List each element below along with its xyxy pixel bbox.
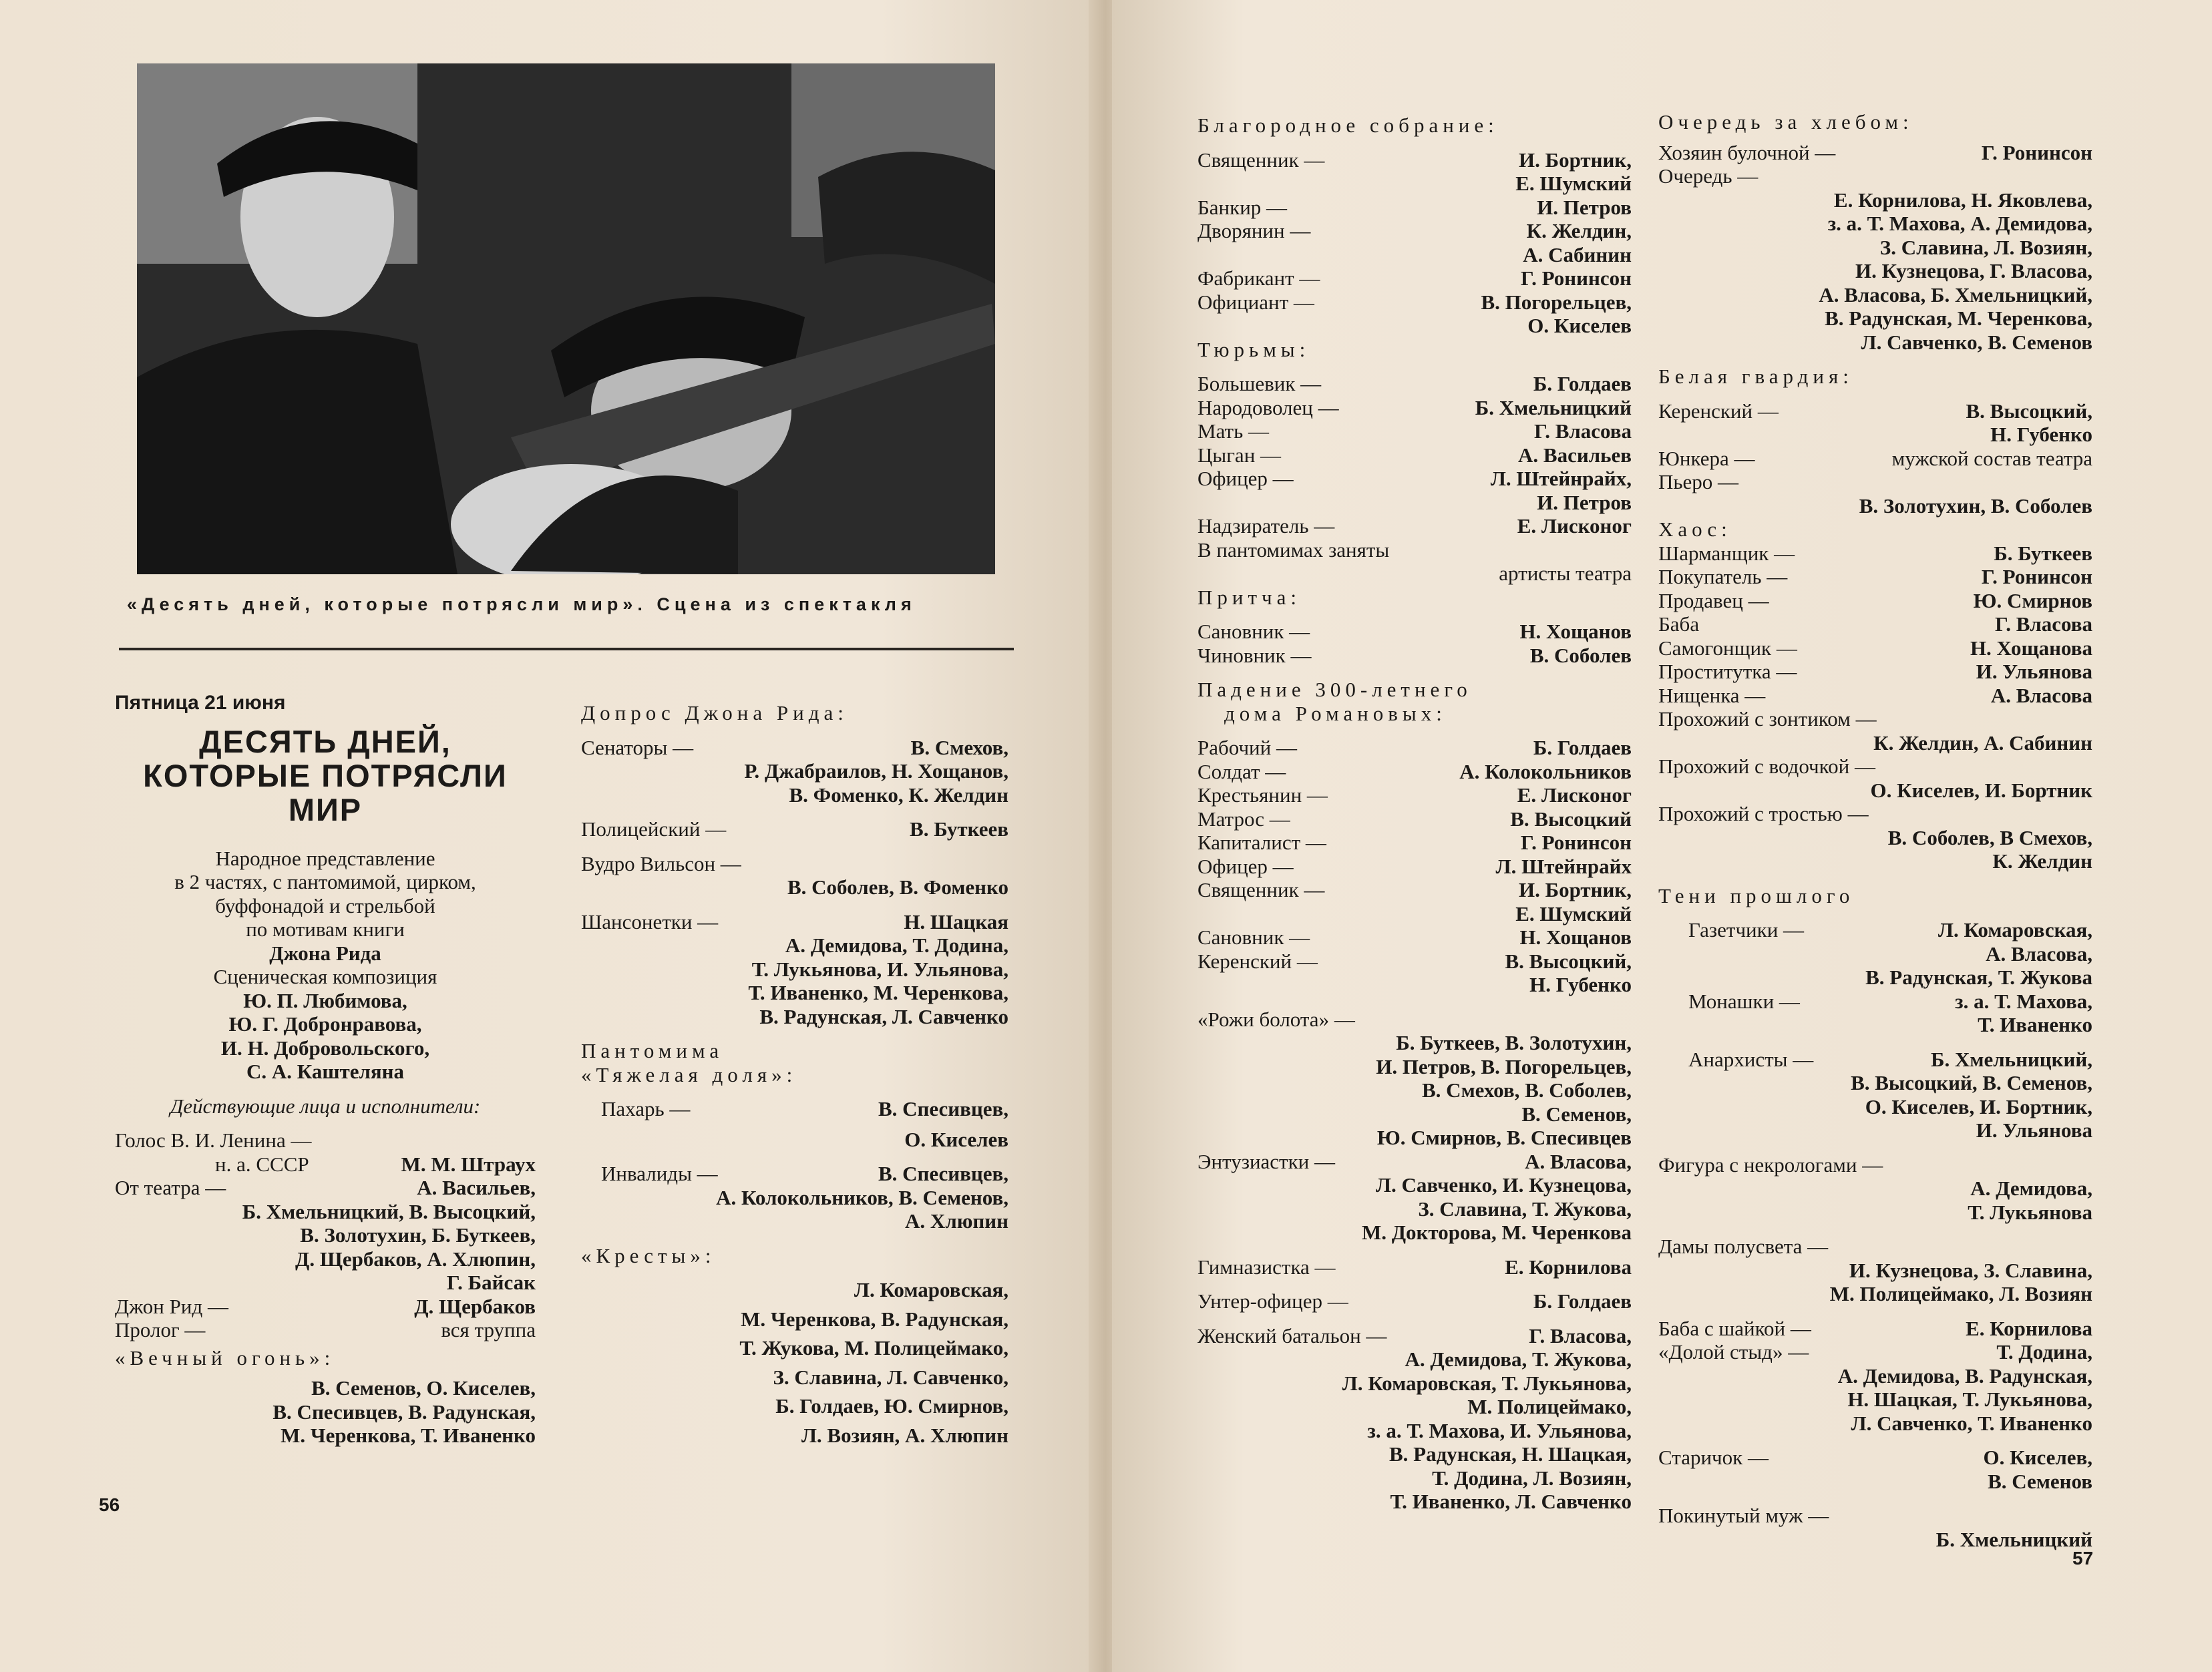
lenin-credit [115, 1153, 536, 1177]
actor-name: В. Семенов, О. Киселев, [311, 1376, 536, 1400]
actor-name: Ю. Смирнов [1973, 588, 2092, 612]
newsboys-credit [1658, 918, 2092, 942]
actor-name: з. а. Т. Махова, А. Демидова, [1827, 212, 2092, 235]
role-name: Мать — [1197, 419, 1269, 443]
pantomime-note: артисты театра [1499, 562, 1632, 585]
role-name: Офицер — [1197, 467, 1294, 490]
role-credit [1197, 620, 1632, 644]
role-credit [1197, 266, 1632, 290]
role-name: Священник — [1197, 878, 1325, 901]
role-name: Газетчики — [1688, 918, 1805, 942]
shadows-heading: Тени прошлого [1658, 883, 1855, 907]
reed-actor: Д. Щербаков [414, 1294, 536, 1318]
actor-name: Е. Корнилова [1966, 1316, 2092, 1340]
actor-name: К. Желдин, А. Сабинин [1873, 730, 2092, 755]
actor-name: М. Черенкова, Т. Иваненко [281, 1424, 536, 1447]
role-name: Самогонщик — [1658, 636, 1797, 660]
actor-name: Л. Савченко, Т. Иваненко [1851, 1411, 2092, 1435]
actor-name: А. Власова [1990, 683, 2092, 707]
role-name: Юнкера — [1658, 446, 1755, 470]
interrogation-heading: Допрос Джона Рида: [581, 701, 848, 724]
actor-name: О. Киселев [904, 1127, 1008, 1151]
cast-heading: Действующие лица и исполнители: [170, 1094, 481, 1118]
actor-name: Н. Губенко [1990, 423, 2092, 446]
ploughman-role: Пахарь — [601, 1097, 691, 1120]
actor-name: Н. Губенко [1529, 973, 1632, 996]
role-credit [1197, 736, 1632, 760]
actor-name: Б. Голдаев [1533, 1289, 1632, 1313]
actor-name: Л. Комаровская, [1938, 918, 2092, 942]
policeman-credit [581, 817, 1008, 841]
composition-author: Ю. Г. Добронравова, [228, 1012, 422, 1036]
actor-name: Б. Хмельницкий [1475, 395, 1632, 419]
role-name: Гимназистка — [1197, 1255, 1336, 1279]
book-author: Джона Рида [269, 941, 381, 965]
parable-heading: Притча: [1197, 585, 1301, 609]
role-name: Офицер — [1197, 854, 1294, 878]
actor-name: И. Петров, В. Погорельцев, [1376, 1054, 1632, 1078]
actor-name: Е. Шумский [1515, 172, 1632, 195]
wilson-actors: В. Соболев, В. Фоменко [787, 875, 1008, 899]
actor-name: И. Кузнецова, З. Славина, [1849, 1258, 2092, 1282]
actor-name: О. Киселев, [1983, 1446, 2092, 1469]
actor-name: М. Черенкова, В. Радунская, [741, 1307, 1008, 1331]
title-line: КОТОРЫЕ ПОТРЯСЛИ [143, 757, 508, 793]
role-name: Проститутка — [1658, 660, 1797, 683]
actor-name: Н. Хощанова [1970, 636, 2092, 660]
basin-credit [1658, 1317, 2092, 1341]
composition-author: Ю. П. Любимова, [243, 988, 407, 1012]
actor-name: Б. Голдаев [1533, 372, 1632, 395]
actor-name: А. Власова, [1986, 942, 2092, 966]
actor-name: Л. Комаровская, [854, 1278, 1008, 1301]
senators-role: Сенаторы — [581, 735, 694, 759]
actor-name: В. Фоменко, К. Желдин [789, 783, 1008, 807]
actor-name: В. Высоцкий, В. Семенов, [1851, 1071, 2092, 1094]
actor-name: В. Радунская, Т. Жукова [1865, 966, 2092, 989]
policeman-actor: В. Буткеев [910, 817, 1008, 841]
actor-name: В. Спесивцев, В. Радунская, [272, 1400, 536, 1424]
actor-name: Е. Лисконог [1517, 514, 1632, 538]
actor-name: В. Смехов, [910, 735, 1008, 759]
actor-name: В. Высоцкий [1510, 807, 1632, 831]
role-name: Сановник — [1197, 925, 1310, 949]
actor-name: З. Славина, Л. Савченко, [773, 1365, 1008, 1389]
actor-name: В. Соболев [1529, 643, 1632, 667]
bread-heading: Очередь за хлебом: [1658, 110, 1913, 134]
role-name: Покупатель — [1658, 565, 1788, 588]
actor-name: И. Ульянова [1976, 660, 2092, 683]
actor-name: В. Соболев, В Смехов, [1887, 825, 2092, 849]
lenin-actor: М. М. Штраух [401, 1152, 536, 1176]
role-name: Монашки — [1688, 989, 1800, 1013]
anarchists-credit [1658, 1048, 2092, 1072]
pierrot-role: Пьеро — [1658, 470, 1739, 493]
actor-name: К. Желдин, [1526, 219, 1632, 242]
pantomime-note: В пантомимах заняты [1197, 538, 1390, 562]
role-credit [1197, 760, 1632, 784]
role-name: Официант — [1197, 290, 1314, 314]
role-credit [1197, 290, 1632, 315]
actor-name: мужской состав театра [1891, 446, 2092, 470]
actor-name: А. Хлюпин [905, 1209, 1008, 1233]
actor-name: Л. Штейнрайх [1495, 854, 1632, 878]
prologue-credit [115, 1318, 536, 1342]
role-name: Народоволец — [1197, 395, 1339, 419]
junkers-credit [1658, 447, 2092, 471]
chansonettes-role: Шансонетки — [581, 909, 719, 933]
play-title [115, 724, 536, 827]
role-name: Крестьянин — [1197, 783, 1328, 807]
role-credit [1197, 419, 1632, 443]
play-description [115, 847, 536, 1084]
actor-name: В. Радунская, Н. Шацкая, [1389, 1442, 1632, 1466]
role-credit [1197, 925, 1632, 950]
role-credit [1658, 565, 2092, 589]
role-credit [1658, 636, 2092, 660]
actor-name: З. Славина, Т. Жукова, [1418, 1197, 1632, 1221]
theatre-credit [115, 1176, 536, 1200]
actor-name: А. Колокольников, В. Семенов, [716, 1185, 1008, 1209]
actor-name: И. Бортник, [1518, 148, 1632, 172]
actor-name: Т. Додина, Л. Возиян, [1432, 1466, 1632, 1490]
role-credit [1658, 589, 2092, 613]
swamp-heading: «Рожи болота» — [1197, 1007, 1355, 1031]
actor-name: Т. Жукова, М. Полицеймако, [739, 1336, 1008, 1360]
actor-name: И. Кузнецова, Г. Власова, [1855, 259, 2092, 282]
chansonettes-credit [581, 910, 1008, 934]
description-line: по мотивам книги [246, 917, 405, 941]
invalids-role: Инвалиды — [601, 1162, 718, 1185]
role-credit [1197, 148, 1632, 172]
actor-name: Л. Возиян, А. Хлюпин [801, 1423, 1008, 1447]
senators-credit [581, 736, 1008, 760]
actor-name: А. Васильев, [417, 1176, 536, 1199]
role-credit [1197, 783, 1632, 807]
role-name: Баба с шайкой — [1658, 1316, 1811, 1340]
actor-name: Т. Лукьянова, И. Ульянова, [751, 957, 1008, 981]
actor-name: Г. Власова [1533, 419, 1632, 443]
actor-name: Е. Корнилова, Н. Яковлева, [1833, 188, 2092, 212]
schoolgirl-credit [1197, 1255, 1632, 1279]
role-name: Хозяин булочной — [1658, 140, 1836, 164]
actor-name: В. Золотухин, Б. Буткеев, [300, 1223, 536, 1247]
actor-name: В. Высоцкий, [1966, 399, 2092, 423]
role-name: Солдат — [1197, 759, 1286, 783]
role-name: Надзиратель — [1197, 514, 1335, 538]
role-credit [1197, 950, 1632, 974]
actor-name: Б. Голдаев, Ю. Смирнов, [775, 1394, 1008, 1418]
description-line: буффонадой и стрельбой [215, 893, 435, 917]
actor-name: О. Киселев, И. Бортник [1870, 778, 2092, 802]
actor-name: Д. Щербаков, А. Хлюпин, [295, 1247, 536, 1271]
role-name: Энтузиастки — [1197, 1149, 1335, 1173]
actor-name: А. Демидова, Т. Додина, [785, 933, 1008, 957]
policeman-role: Полицейский — [581, 817, 727, 841]
role-credit [1197, 219, 1632, 243]
fall-list [1197, 736, 1632, 997]
role-name: Дворянин — [1197, 219, 1311, 242]
role-credit [1658, 660, 2092, 684]
performance-date: Пятница 21 июня [115, 692, 286, 714]
pantomime-subheading: «Тяжелая доля»: [581, 1062, 797, 1086]
nuns-credit [1658, 990, 2092, 1014]
actor-name: Б. Хмельницкий [1936, 1527, 2092, 1551]
actor-name: з. а. Т. Махова, И. Ульянова, [1367, 1418, 1632, 1442]
actor-name: А. Сабинин [1523, 242, 1632, 266]
actor-name: О. Киселев, И. Бортник, [1865, 1094, 2092, 1118]
role-name: Большевик — [1197, 372, 1322, 395]
role-credit [1197, 514, 1632, 538]
right-page [1112, 0, 2212, 1672]
actor-name: К. Желдин [1992, 849, 2092, 873]
divider-rule [119, 648, 1014, 650]
actor-name: Е. Корнилова [1505, 1255, 1632, 1279]
actor-name: з. а. Т. Махова, [1955, 989, 2092, 1013]
role-credit [1658, 612, 2092, 636]
role-name: Капиталист — [1197, 831, 1326, 854]
ploughman-credit [581, 1097, 1008, 1121]
scene-photo-drawing [137, 63, 995, 574]
oldman-credit [1658, 1446, 2092, 1470]
composition-label: Сценическая композиция [213, 965, 437, 988]
actor-name: И. Бортник, [1518, 878, 1632, 901]
battalion-credit [1197, 1324, 1632, 1348]
role-credit [1197, 196, 1632, 220]
role-credit [1658, 684, 2092, 708]
actor-name: В. Погорельцев, [1481, 290, 1632, 314]
actor-name: М. Полицеймако, [1467, 1395, 1632, 1418]
role-name: Нищенка — [1658, 683, 1766, 707]
actor-name: Б. Хмельницкий, [1931, 1047, 2092, 1071]
role-name: Баба [1658, 612, 1700, 636]
role-credit [1197, 396, 1632, 420]
enthusiasts-credit [1197, 1150, 1632, 1174]
right-column-1 [1197, 114, 1632, 1514]
actor-name: В. Семенов [1988, 1469, 2092, 1493]
role-credit [1197, 443, 1632, 467]
actor-name: В. Спесивцев, [878, 1097, 1008, 1120]
role-name: Рабочий — [1197, 736, 1297, 759]
actor-name: Ю. Смирнов, В. Спесивцев [1376, 1126, 1632, 1149]
white-guard-heading: Белая гвардия: [1658, 365, 1853, 388]
shame-credit [1658, 1340, 2092, 1364]
actor-name: Т. Иваненко, Л. Савченко [1390, 1490, 1632, 1513]
actor-name: И. Петров [1537, 195, 1632, 219]
noble-heading: Благородное собрание: [1197, 114, 1499, 137]
role-name: Женский батальон — [1197, 1323, 1387, 1347]
prologue-role: Пролог — [115, 1318, 206, 1341]
actor-name: Л. Савченко, И. Кузнецова, [1375, 1173, 1632, 1197]
fall-subheading: дома Романовых: [1224, 701, 1447, 725]
description-line: Народное представление [215, 846, 435, 870]
actor-name: В. Радунская, М. Черенкова, [1825, 306, 2092, 330]
left-page [0, 0, 1099, 1672]
flame-heading: «Вечный огонь»: [115, 1345, 335, 1370]
role-name: Банкир — [1197, 195, 1288, 219]
actor-name: В. Золотухин, В. Соболев [1859, 493, 2092, 517]
role-name: Старичок — [1658, 1446, 1769, 1469]
actor-name: Б. Буткеев [1994, 541, 2092, 565]
role-name: Керенский — [1658, 399, 1779, 423]
actor-name: А. Власова, [1525, 1149, 1632, 1173]
title-line: ДЕСЯТЬ ДНЕЙ, [199, 723, 451, 759]
actor-name: А. Демидова, [1970, 1177, 2092, 1200]
actor-name: Р. Джабраилов, Н. Хощанов, [744, 759, 1008, 783]
role-name: Сановник — [1197, 620, 1310, 643]
scene-photo [137, 63, 995, 574]
actor-name: А. Демидова, Т. Жукова, [1405, 1347, 1632, 1371]
actor-name: Т. Лукьянова [1968, 1200, 2092, 1224]
actor-name: Г. Ронинсон [1981, 140, 2092, 164]
lenin-prefix: н. а. СССР [215, 1152, 309, 1176]
actor-name: Т. Иваненко [1978, 1013, 2092, 1036]
right-column-2 [1658, 110, 2092, 1551]
page-number-left: 56 [99, 1494, 120, 1515]
role-credit [1197, 644, 1632, 668]
role-name: Продавец — [1658, 588, 1769, 612]
lenin-role: Голос В. И. Ленина — [115, 1128, 312, 1152]
actor-name: А. Власова, Б. Хмельницкий, [1819, 282, 2092, 306]
actor-name: Н. Шацкая [904, 909, 1008, 933]
actor-name: Л. Штейнрайх, [1490, 467, 1632, 490]
pantomime-heading: Пантомима [581, 1039, 724, 1062]
role-credit [1197, 831, 1632, 855]
actor-name: Л. Комаровская, Т. Лукьянова, [1342, 1371, 1632, 1395]
actor-name: М. Полицеймако, Л. Возиян [1829, 1282, 2092, 1305]
left-column-1 [115, 691, 536, 1448]
reed-credit [115, 1295, 536, 1319]
actor-name: Г. Ронинсон [1981, 565, 2092, 588]
reed-role: Джон Рид — [115, 1294, 228, 1318]
actor-name: Б. Буткеев, В. Золотухин, [1396, 1031, 1632, 1054]
kerensky-credit [1658, 399, 2092, 423]
actor-name: Г. Байсак [446, 1271, 536, 1294]
prologue-actor: вся труппа [441, 1318, 536, 1341]
composition-author: С. А. Каштеляна [246, 1060, 405, 1083]
actor-name: Г. Ронинсон [1520, 266, 1632, 290]
role-name: Унтер-офицер — [1197, 1289, 1348, 1313]
description-line: в 2 частях, с пантомимой, цирком, [174, 870, 476, 893]
noble-list [1197, 148, 1632, 338]
obit-role: Фигура с некрологами — [1658, 1153, 1883, 1177]
theatre-role: От театра — [115, 1176, 226, 1199]
actor-name: Т. Иваненко, М. Черенкова, [748, 981, 1008, 1004]
photo-caption: «Десять дней, которые потрясли мир». Сцена из спектакля [127, 594, 916, 614]
actor-name: Г. Ронинсон [1520, 831, 1632, 854]
page-number-right: 57 [2072, 1548, 2094, 1569]
role-name: Цыган — [1197, 443, 1282, 467]
actor-name: А. Колокольников [1459, 759, 1632, 783]
actor-name: М. Докторова, М. Черенкова [1361, 1221, 1632, 1244]
actor-name: Е. Шумский [1515, 901, 1632, 925]
actor-name: И. Петров [1537, 490, 1632, 514]
umbrella-role: Прохожий с зонтиком — [1658, 707, 1877, 730]
role-name: Священник — [1197, 148, 1325, 172]
baker-credit [1658, 141, 2092, 165]
actor-name: В. Спесивцев, [878, 1162, 1008, 1185]
actor-name: О. Киселев [1527, 314, 1632, 337]
actor-name: А. Демидова, В. Радунская, [1837, 1364, 2092, 1388]
role-credit [1197, 372, 1632, 396]
actor-name: Б. Голдаев [1533, 736, 1632, 759]
role-name: Матрос — [1197, 807, 1290, 831]
nco-credit [1197, 1289, 1632, 1313]
actor-name: Б. Хмельницкий, В. Высоцкий, [242, 1199, 536, 1223]
actor-name: В. Семенов, [1521, 1102, 1632, 1126]
title-line: МИР [288, 791, 363, 827]
actor-name: В. Радунская, Л. Савченко [759, 1004, 1008, 1028]
wilson-role: Вудро Вильсон — [581, 851, 741, 875]
role-credit [1197, 878, 1632, 902]
actor-name: З. Славина, Л. Возиян, [1879, 235, 2092, 259]
chaos-heading: Хаос: [1658, 517, 1732, 541]
queue-role: Очередь — [1658, 164, 1759, 188]
role-credit [1197, 467, 1632, 491]
actor-name: Н. Хощанов [1519, 925, 1632, 949]
actor-name: Н. Шацкая, Т. Лукьянова, [1847, 1388, 2092, 1411]
actor-name: Н. Хощанов [1519, 620, 1632, 643]
actor-name: Г. Власова [1994, 612, 2092, 636]
actor-name: А. Васильев [1518, 443, 1632, 467]
role-credit [1197, 855, 1632, 879]
role-credit [1197, 807, 1632, 831]
actor-name: В. Высоцкий, [1505, 949, 1632, 973]
role-name: Шарманщик — [1658, 541, 1795, 565]
actor-name: В. Смехов, В. Соболев, [1422, 1078, 1632, 1102]
cane-role: Прохожий с тростью — [1658, 802, 1869, 825]
role-name: Чиновник — [1197, 643, 1312, 667]
actor-name: И. Ульянова [1976, 1118, 2092, 1142]
role-name: Анархисты — [1688, 1047, 1814, 1071]
actor-name: Г. Власова, [1529, 1323, 1632, 1347]
actor-name: Т. Додина, [1996, 1340, 2092, 1364]
vodka-role: Прохожий с водочкой — [1658, 755, 1875, 778]
role-name: «Долой стыд» — [1658, 1340, 1809, 1364]
role-name: Керенский — [1197, 949, 1318, 973]
actor-name: Л. Савченко, В. Семенов [1861, 330, 2092, 354]
left-column-2 [581, 701, 1008, 1447]
composition-author: И. Н. Добровольского, [220, 1036, 430, 1060]
prisons-heading: Тюрьмы: [1197, 337, 1310, 361]
demimonde-role: Дамы полусвета — [1658, 1235, 1829, 1258]
crosses-heading: «Кресты»: [581, 1243, 716, 1267]
actor-name: Е. Лисконог [1517, 783, 1632, 807]
invalids-credit [581, 1162, 1008, 1186]
prisons-list [1197, 372, 1632, 538]
role-credit [1658, 542, 2092, 566]
fall-heading: Падение 300-летнего [1197, 678, 1472, 701]
husband-role: Покинутый муж — [1658, 1504, 1829, 1527]
role-name: Фабрикант — [1197, 266, 1320, 290]
